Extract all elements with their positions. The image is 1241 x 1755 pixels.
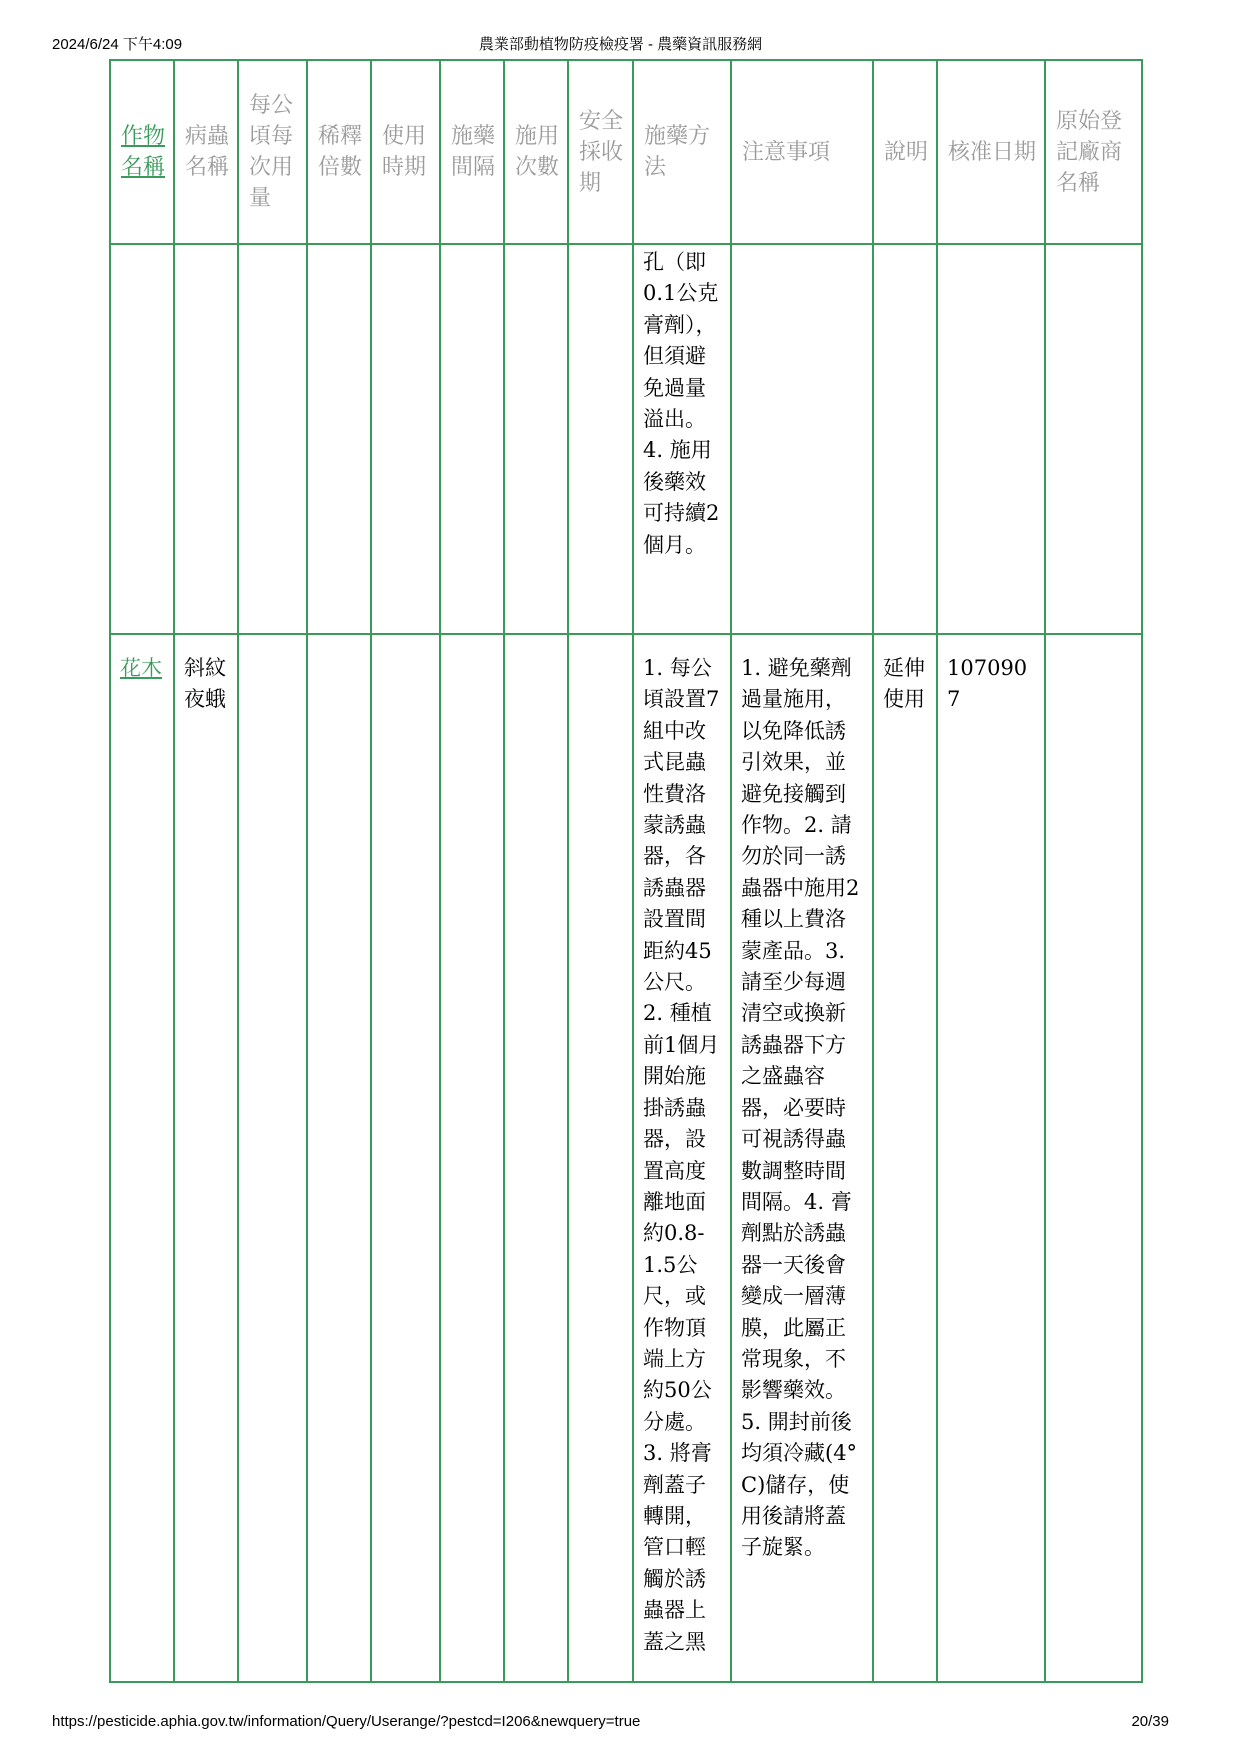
table-row: [110, 244, 1142, 634]
cell-pest: [174, 244, 238, 634]
cell-dose: [238, 634, 307, 1682]
cell-safe-harvest: [568, 634, 633, 1682]
cell-interval: [440, 244, 504, 634]
pesticide-usage-table: [109, 59, 1143, 1683]
col-header-safe-harvest: 安全採收期: [568, 60, 633, 244]
col-header-remark: 說明: [873, 60, 937, 244]
page-number: 20/39: [1131, 1713, 1169, 1730]
col-header-crop-name[interactable]: 作物名稱: [110, 60, 174, 244]
cell-usage-period: [371, 244, 440, 634]
crop-link[interactable]: 花木: [120, 656, 162, 680]
page-title: 農業部動植物防疫檢疫署 - 農藥資訊服務網: [478, 36, 763, 53]
cell-interval: [440, 634, 504, 1682]
col-header-times: 施用次數: [504, 60, 568, 244]
cell-remark: [873, 244, 937, 634]
print-datetime: 2024/6/24 下午4:09: [52, 36, 183, 53]
page-url: https://pesticide.aphia.gov.tw/information/Query/Userange/?pestcd=I206&newquery=true: [52, 1713, 641, 1730]
cell-crop: [110, 244, 174, 634]
cell-method: 1. 每公頃設置7組中改式昆蟲性費洛蒙誘蟲器，各誘蟲器設置間距約45公尺。2. 種植前1個月開始施掛誘蟲器，設置高度離地面約0.8-1.5公尺，或作物頂端上方約50公分處。3. 將膏劑蓋子轉開，管口輕觸於誘蟲器上蓋之黑: [633, 634, 731, 1682]
cell-times: [504, 244, 568, 634]
cell-crop: [110, 634, 174, 1682]
col-header-dose: 每公頃每次用量: [238, 60, 307, 244]
cell-notes: [731, 244, 873, 634]
col-header-method: 施藥方法: [633, 60, 731, 244]
cell-registrant: [1045, 634, 1142, 1682]
cell-remark: 延伸使用: [873, 634, 937, 1682]
cell-method: 孔（即0.1公克膏劑），但須避免過量溢出。4. 施用後藥效可持續2個月。: [633, 244, 731, 634]
cell-pest: 斜紋夜蛾: [174, 634, 238, 1682]
cell-times: [504, 634, 568, 1682]
cell-dilution: [307, 244, 371, 634]
cell-approval-date: [937, 244, 1045, 634]
cell-approval-date: 1070907: [937, 634, 1045, 1682]
cell-safe-harvest: [568, 244, 633, 634]
col-header-interval: 施藥間隔: [440, 60, 504, 244]
col-header-dilution: 稀釋倍數: [307, 60, 371, 244]
table-row: [110, 634, 1142, 1682]
cell-dose: [238, 244, 307, 634]
cell-dilution: [307, 634, 371, 1682]
table-header-row: [110, 60, 1142, 244]
cell-notes: 1. 避免藥劑過量施用，以免降低誘引效果，並避免接觸到作物。2. 請勿於同一誘蟲器中施用2種以上費洛蒙產品。3. 請至少每週清空或換新誘蟲器下方之盛蟲容器，必要時可視誘得蟲數調整時間間隔。4. 膏劑點於誘蟲器一天後會變成一層薄膜，此屬正常現象，不影響藥效。5. 開封前後均須冷藏(4°C)儲存，使用後請將蓋子旋緊。: [731, 634, 873, 1682]
col-header-registrant: 原始登記廠商名稱: [1045, 60, 1142, 244]
col-header-notes: 注意事項: [731, 60, 873, 244]
col-header-usage-period: 使用時期: [371, 60, 440, 244]
cell-usage-period: [371, 634, 440, 1682]
cell-registrant: [1045, 244, 1142, 634]
col-header-pest-name: 病蟲名稱: [174, 60, 238, 244]
col-header-approval-date: 核准日期: [937, 60, 1045, 244]
